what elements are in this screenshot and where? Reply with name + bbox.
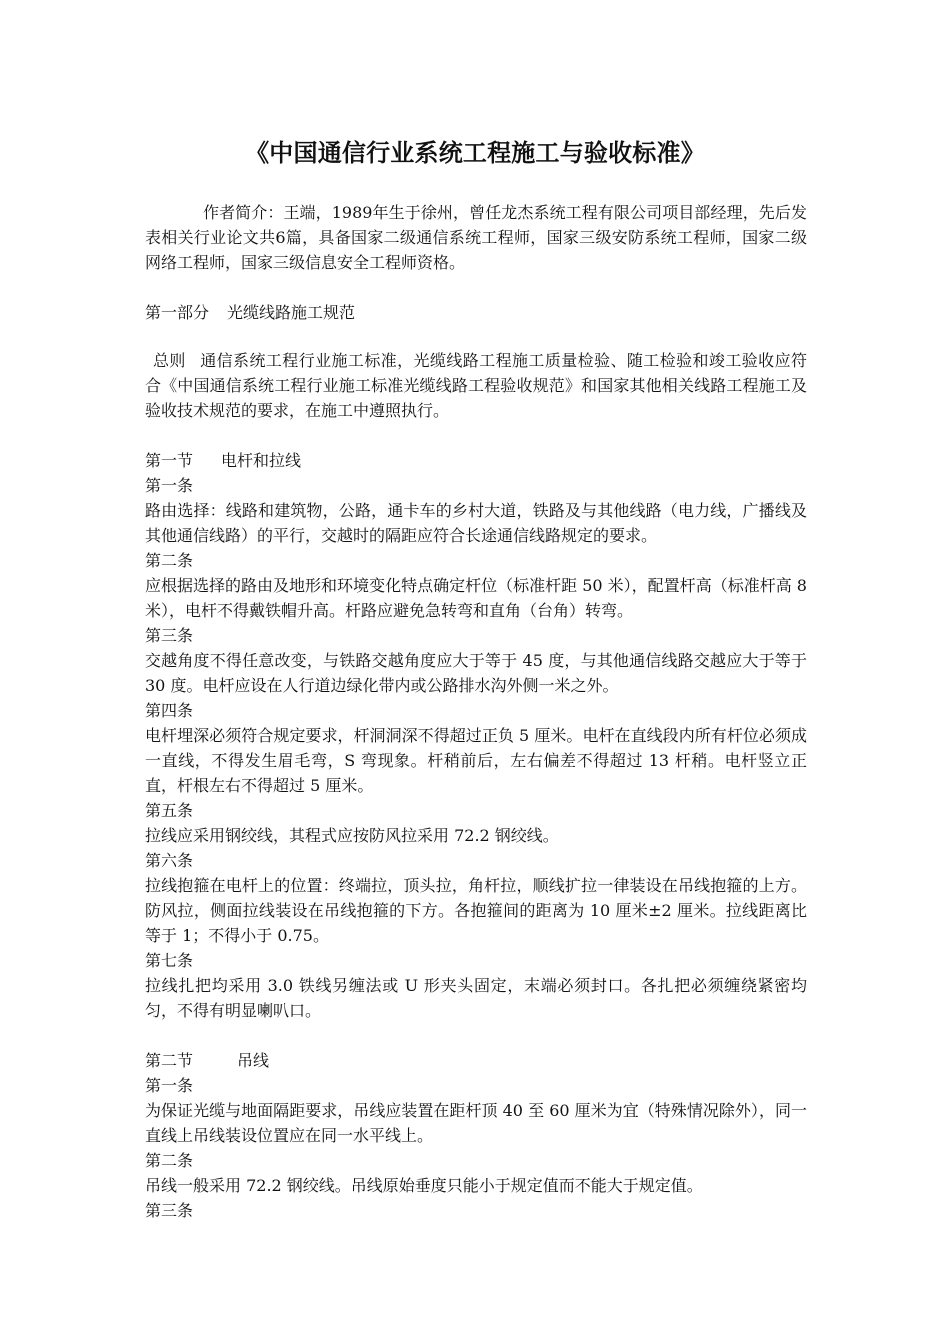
section-number: 第二节 xyxy=(145,1051,194,1070)
author-intro: 作者简介：王端，1989年生于徐州，曾任龙杰系统工程有限公司项目部经理，先后发表相关行业论文共6篇，具备国家二级通信系统工程师，国家三级安防系统工程师，国家二级网络工程师，国家三级信息安全工程师资格。 xyxy=(145,203,807,272)
article-label: 第二条 xyxy=(145,551,194,570)
article-text: 拉线应采用钢绞线，其程式应按防风拉采用 72.2 钢绞线。 xyxy=(145,826,559,845)
part-heading xyxy=(145,300,807,325)
section-number: 第一节 xyxy=(145,451,194,470)
document-body xyxy=(145,200,807,1223)
article-label: 第五条 xyxy=(145,801,194,820)
document-title: 《中国通信行业系统工程施工与验收标准》 xyxy=(245,138,705,167)
part-number: 第一部分 xyxy=(145,303,210,322)
general-provision xyxy=(145,348,807,423)
article-label: 第六条 xyxy=(145,851,194,870)
article-label: 第一条 xyxy=(145,476,194,495)
article-label: 第四条 xyxy=(145,701,194,720)
general-label: 总则 xyxy=(153,351,186,370)
section-heading xyxy=(145,1048,807,1073)
article-text: 拉线抱箍在电杆上的位置：终端拉，顶头拉，角杆拉，顺线扩拉一律装设在吊线抱箍的上方。防风拉，侧面拉线装设在吊线抱箍的下方。各抱箍间的距离为 10 厘米±2 厘米。拉线距离比等于 1；不得小于 0.75。 xyxy=(145,876,807,945)
article-label: 第一条 xyxy=(145,1076,194,1095)
article-text: 电杆埋深必须符合规定要求，杆洞洞深不得超过正负 5 厘米。电杆在直线段内所有杆位必须成一直线，不得发生眉毛弯，S 弯现象。杆稍前后，左右偏差不得超过 13 杆稍。电杆竖立正直，杆根左右不得超过 5 厘米。 xyxy=(145,726,807,795)
section-title: 电杆和拉线 xyxy=(221,451,302,470)
section-title: 吊线 xyxy=(237,1051,270,1070)
article-text: 路由选择：线路和建筑物，公路，通卡车的乡村大道，铁路及与其他线路（电力线，广播线及其他通信线路）的平行，交越时的隔距应符合长途通信线路规定的要求。 xyxy=(145,501,807,545)
article-text: 吊线一般采用 72.2 钢绞线。吊线原始垂度只能小于规定值而不能大于规定值。 xyxy=(145,1176,703,1195)
article-text: 交越角度不得任意改变，与铁路交越角度应大于等于 45 度，与其他通信线路交越应大于等于 30 度。电杆应设在人行道边绿化带内或公路排水沟外侧一米之外。 xyxy=(145,651,807,695)
part-title: 光缆线路施工规范 xyxy=(227,303,356,322)
article-text: 为保证光缆与地面隔距要求，吊线应装置在距杆顶 40 至 60 厘米为宜（特殊情况除外），同一直线上吊线装设位置应在同一水平线上。 xyxy=(145,1101,807,1145)
section-heading xyxy=(145,448,807,473)
article-label: 第三条 xyxy=(145,626,194,645)
article-label: 第二条 xyxy=(145,1151,194,1170)
article-text: 应根据选择的路由及地形和环境变化特点确定杆位（标准杆距 50 米），配置杆高（标准杆高 8 米），电杆不得戴铁帽升高。杆路应避免急转弯和直角（台角）转弯。 xyxy=(145,576,807,620)
article-label: 第三条 xyxy=(145,1201,194,1220)
general-text: 通信系统工程行业施工标准，光缆线路工程施工质量检验、随工检验和竣工验收应符合《中国通信系统工程行业施工标准光缆线路工程验收规范》和国家其他相关线路工程施工及验收技术规范的要求，在施工中遵照执行。 xyxy=(145,351,807,420)
article-text: 拉线扎把均采用 3.0 铁线另缠法或 U 形夹头固定，末端必须封口。各扎把必须缠绕紧密均匀，不得有明显喇叭口。 xyxy=(145,976,807,1020)
article-label: 第七条 xyxy=(145,951,194,970)
